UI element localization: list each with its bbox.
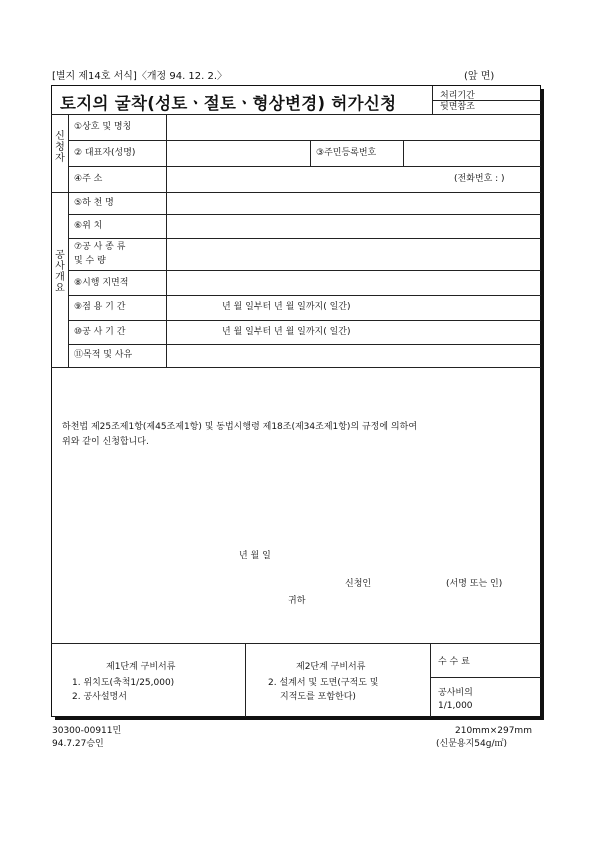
stage1-doc-2: 2. 공사설명서 xyxy=(72,692,127,702)
statement-line-1: 하천법 제25조제1항(제45조제1항) 및 동법시행령 제18조(제34조제1항)의 규정에 의하여 xyxy=(62,422,418,432)
location-field[interactable] xyxy=(168,216,539,237)
recipient-label: 귀하 xyxy=(288,596,306,606)
work-type-field[interactable] xyxy=(168,240,539,269)
representative-field[interactable] xyxy=(168,142,308,165)
signature-field[interactable]: (서명 또는 인) xyxy=(446,579,503,589)
applicant-sign-label: 신청인 xyxy=(345,579,372,589)
stage2-doc-2: 지적도를 포함한다) xyxy=(280,692,356,702)
work-type-label-1: ⑦공 사 종 류 xyxy=(74,242,126,252)
statement-line-2: 위와 같이 신청합니다. xyxy=(62,437,149,447)
river-name-label: ⑤하 천 명 xyxy=(74,198,114,208)
stage2-doc-1: 2. 설계서 및 도면(구적도 및 xyxy=(268,678,379,688)
river-name-field[interactable] xyxy=(168,194,539,213)
paper-type: (신문용지54g/㎡) xyxy=(436,739,507,749)
form-number: [별지 제14호 서식]〈개정 94. 12. 2.〉 xyxy=(52,71,228,82)
applicant-section-label: 신 청 자 xyxy=(55,131,65,164)
location-label: ⑥위 치 xyxy=(74,221,103,231)
application-date[interactable]: 년 월 일 xyxy=(239,551,271,561)
approval-date: 94.7.27승인 xyxy=(52,739,104,749)
resident-number-label: ③주민등록번호 xyxy=(316,148,377,158)
fee-label: 수 수 료 xyxy=(438,657,470,667)
form-shadow-right xyxy=(541,89,544,720)
address-field[interactable] xyxy=(168,168,468,191)
processing-period-label: 처리기간 xyxy=(440,91,475,101)
fee-description: 공사비의 xyxy=(438,688,473,698)
work-section-label: 공 사 개 요 xyxy=(55,250,65,294)
occupancy-period-label: ⑨점 용 기 간 xyxy=(74,302,126,312)
stage2-docs-title: 제2단계 구비서류 xyxy=(296,662,366,672)
form-code: 30300-00911민 xyxy=(52,726,122,736)
business-name-label: ①상호 및 명칭 xyxy=(74,122,132,132)
construction-period-label: ⑩공 사 기 간 xyxy=(74,327,126,337)
area-field[interactable] xyxy=(168,272,539,294)
purpose-field[interactable] xyxy=(168,346,539,366)
business-name-field[interactable] xyxy=(168,116,539,139)
address-label: ④주 소 xyxy=(74,174,103,184)
form-shadow-bottom xyxy=(55,717,544,720)
paper-size: 210mm×297mm xyxy=(455,726,532,736)
page-side-label: (앞 면) xyxy=(464,71,495,82)
stage1-docs-title: 제1단계 구비서류 xyxy=(106,662,176,672)
phone-label: (전화번호 : ) xyxy=(454,174,505,184)
purpose-label: ⑪목적 및 사유 xyxy=(74,350,133,360)
occupancy-period-text[interactable]: 년 월 일부터 년 월 일까지( 일간) xyxy=(222,302,351,312)
area-label: ⑧시행 지면적 xyxy=(74,278,129,288)
processing-period-value: 뒷면참조 xyxy=(440,102,475,112)
resident-number-field[interactable] xyxy=(405,142,539,165)
stage1-doc-1: 1. 위치도(축척1/25,000) xyxy=(72,678,175,688)
fee-value: 1/1,000 xyxy=(438,701,473,711)
work-type-label-2: 및 수 량 xyxy=(74,256,106,266)
representative-label: ② 대표자(성명) xyxy=(74,148,136,158)
construction-period-text[interactable]: 년 월 일부터 년 월 일까지( 일간) xyxy=(222,327,351,337)
form-title: 토지의 굴착(성토ㆍ절토ㆍ형상변경) 허가신청 xyxy=(60,94,397,113)
